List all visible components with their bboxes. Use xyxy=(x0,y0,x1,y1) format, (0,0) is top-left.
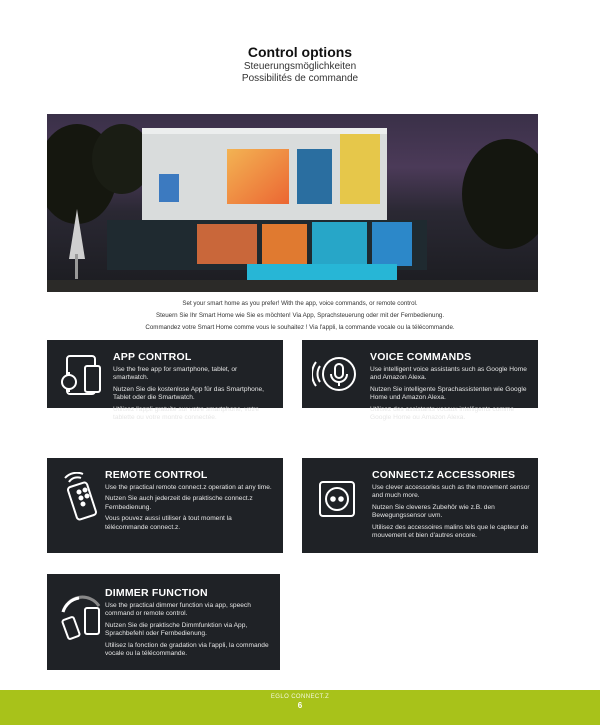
card-body xyxy=(113,366,273,425)
card-app-control xyxy=(47,340,283,422)
smartphone-tablet-watch-icon xyxy=(57,350,107,400)
card-text-fr: Utilisez la fonction de gradation via l'appli, la commande vocale ou la télécommande. xyxy=(105,641,269,658)
card-body xyxy=(105,484,273,535)
card-body xyxy=(370,366,532,425)
page-number: 6 xyxy=(297,701,303,710)
card-title: REMOTE CONTROL xyxy=(105,469,208,481)
card-text-fr: Utilisez des accessoires malins tels que le capteur de mouvement et bien d'autres encore. xyxy=(372,523,529,540)
caption-de: Steuern Sie Ihr Smart Home wie Sie es möchten! Via App, Sprachsteuerung oder mit der Fernbedienung. xyxy=(155,312,445,319)
dimmer-icon xyxy=(57,592,107,642)
card-text-fr: Utilisez l'appli gratuite sur votre smartphone, votre tablette ou votre montre connectée. xyxy=(113,405,260,422)
footer-brand: EGLO CONNECT.Z xyxy=(270,694,330,700)
card-text-de: Nutzen Sie die praktische Dimmfunktion via App, Sprachbefehl oder Fernbedienung. xyxy=(105,621,248,638)
card-text-de: Nutzen Sie auch jederzeit die praktische connect.z Fernbedienung. xyxy=(105,495,253,511)
page-subtitle-de: Steuerungsmöglichkeiten xyxy=(243,61,357,72)
card-voice-commands xyxy=(302,340,538,422)
card-title: APP CONTROL xyxy=(113,351,192,363)
card-title: VOICE COMMANDS xyxy=(370,351,472,363)
card-text-en: Use the practical remote connect.z operation at any time. xyxy=(105,484,272,491)
card-text-de: Nutzen Sie intelligente Sprachassistenten wie Google Home und Amazon Alexa. xyxy=(370,385,527,402)
card-text-de: Nutzen Sie die kostenlose App für das Smartphone, Tablet oder die Smartwatch. xyxy=(113,385,265,402)
page-title: Control options xyxy=(247,44,353,60)
intro-caption xyxy=(0,298,600,334)
card-text-en: Use intelligent voice assistants such as Google Home and Amazon Alexa. xyxy=(370,366,527,382)
card-dimmer-function xyxy=(47,574,280,670)
power-socket-icon xyxy=(312,476,362,526)
card-text-en: Use the free app for smartphone, tablet, or smartwatch. xyxy=(113,366,238,382)
card-body xyxy=(372,484,532,543)
caption-en: Set your smart home as you prefer! With the app, voice commands, or remote control. xyxy=(182,300,418,307)
card-text-en: Use the practical dimmer function via app, speech command or remote control. xyxy=(105,602,251,618)
caption-fr: Commandez votre Smart Home comme vous le souhaitez ! Via l'appli, la commande vocale ou la télécommande. xyxy=(145,324,455,331)
card-connectz-accessories xyxy=(302,458,538,553)
hero-house-photo xyxy=(47,114,538,292)
card-text-en: Use clever accessories such as the movement sensor and much more. xyxy=(372,484,530,500)
microphone-voice-icon xyxy=(312,350,362,400)
remote-control-icon xyxy=(57,472,107,522)
card-remote-control xyxy=(47,458,283,553)
page-subtitle-fr: Possibilités de commande xyxy=(241,73,359,84)
card-title: CONNECT.Z ACCESSORIES xyxy=(372,469,516,481)
card-body xyxy=(105,602,273,661)
card-title: DIMMER FUNCTION xyxy=(105,587,208,599)
page-header xyxy=(0,44,600,85)
card-text-fr: Utilisez des assistants vocaux intelligents comme Google Home ou Amazon Alexa. xyxy=(370,405,515,422)
card-text-de: Nutzen Sie cleveres Zubehör wie z.B. den Bewegungssensor uvm. xyxy=(372,503,495,520)
page-footer xyxy=(0,690,600,725)
card-text-fr: Vous pouvez aussi utiliser à tout moment la télécommande connect.z. xyxy=(105,515,232,531)
